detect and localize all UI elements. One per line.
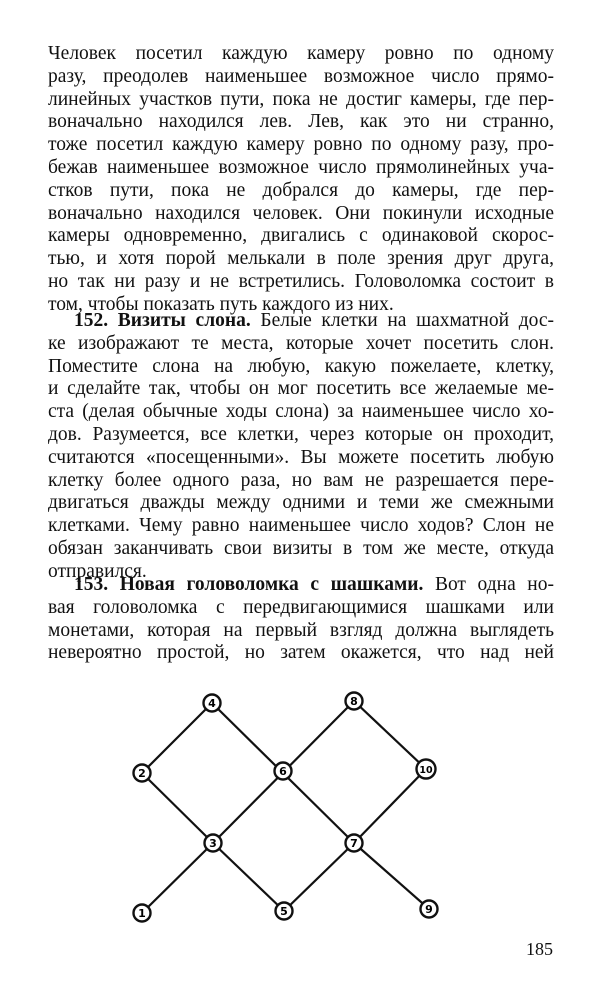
text-line: воначально находился человек. Они покинули исходные bbox=[48, 202, 554, 224]
node-label: 9 bbox=[425, 903, 433, 916]
text-line: клетками. Чему равно наименьшее число ходов? Слон не bbox=[48, 515, 554, 537]
diagram-node-10 bbox=[417, 760, 436, 779]
node-label: 8 bbox=[350, 695, 358, 708]
text-line: невероятно простой, но затем окажется, что над ней bbox=[48, 642, 554, 664]
diagram-node-5 bbox=[276, 903, 293, 920]
puzzle-153-heading: 153. Новая головоломка с шашками. bbox=[74, 574, 424, 595]
text-line: но так ни разу и не встретились. Головоломка состоит в bbox=[48, 270, 554, 292]
text-line-first bbox=[48, 574, 554, 597]
node-label: 7 bbox=[350, 837, 358, 850]
text-line: ке изображают те места, которые хочет посетить слон. bbox=[48, 332, 554, 354]
diagram-node-1 bbox=[134, 905, 151, 922]
node-label: 4 bbox=[208, 697, 216, 710]
edge-1-3 bbox=[142, 843, 213, 913]
text-line: ста (делая обычные ходы слона) за наименьшее число хо- bbox=[48, 401, 554, 423]
diagram-edges bbox=[142, 701, 429, 913]
text-line: камеры одновременно, двигались с одинаковой скорос- bbox=[48, 225, 554, 247]
text-line: вая головоломка с передвигающимися шашками или bbox=[48, 596, 554, 618]
diagram-node-7 bbox=[346, 835, 363, 852]
diagram-node-9 bbox=[421, 901, 438, 918]
text-line-first bbox=[48, 310, 554, 333]
text-line: Человек посетил каждую камеру ровно по одному bbox=[48, 43, 554, 64]
node-label: 6 bbox=[279, 765, 287, 778]
text-line: двигаться дважды между одними и теми же смежными bbox=[48, 492, 554, 514]
edge-5-7 bbox=[284, 843, 354, 911]
text-line: отправился. bbox=[48, 560, 147, 582]
text-line: считаются «посещенными». Вы можете посетить любую bbox=[48, 446, 554, 468]
text-line: Поместите слона на любую, какую пожелаете, клетку, bbox=[48, 355, 554, 377]
edge-2-3 bbox=[142, 773, 213, 843]
text-line: клетку более одного раза, но вам не разрешается пере- bbox=[48, 469, 554, 491]
diagram-node-8 bbox=[346, 693, 363, 710]
edge-7-9 bbox=[354, 843, 429, 909]
text-line: тоже посетил каждую камеру ровно по одному разу, про- bbox=[48, 134, 554, 156]
text-line: стков пути, пока не добрался до камеры, где пер- bbox=[48, 179, 554, 201]
diagram-node-2 bbox=[134, 765, 151, 782]
text-line: бежав наименьшее возможное число прямолинейных уча- bbox=[48, 156, 554, 178]
text-line: линейных участков пути, пока не достиг камеры, где пер- bbox=[48, 88, 554, 110]
paragraph-continuation bbox=[48, 43, 554, 317]
text-line: и сделайте так, чтобы он мог посетить все желаемые ме- bbox=[48, 378, 554, 400]
text-line: тью, и хотя порой мелькали в поле зрения друг друга, bbox=[48, 248, 554, 270]
node-label: 2 bbox=[138, 767, 146, 780]
puzzle-152-heading: 152. Визиты слона. bbox=[74, 310, 251, 331]
text-line: обязан заканчивать свои визиты в том же месте, откуда bbox=[48, 537, 554, 559]
text-line-rest: Белые клетки на шахматной дос- bbox=[260, 310, 554, 331]
edge-3-5 bbox=[213, 843, 284, 911]
text-line: монетами, которая на первый взгляд должна выглядеть bbox=[48, 619, 554, 641]
puzzle-152-paragraph bbox=[48, 310, 554, 584]
page-number: 185 bbox=[526, 939, 553, 959]
node-label: 3 bbox=[209, 837, 217, 850]
text-line-rest: Вот одна но- bbox=[434, 574, 554, 595]
diagram-node-6 bbox=[275, 763, 292, 780]
edge-2-4 bbox=[142, 703, 212, 773]
diagram-node-3 bbox=[205, 835, 222, 852]
diagram-node-4 bbox=[204, 695, 221, 712]
checkers-graph-diagram bbox=[120, 680, 450, 930]
puzzle-153-paragraph bbox=[48, 574, 554, 665]
edge-8-10 bbox=[354, 701, 426, 769]
text-line: воначально находился лев. Лев, как это ни странно, bbox=[48, 111, 554, 133]
text-line: разу, преодолев наименьшее возможное число прямо- bbox=[48, 65, 554, 87]
text-line: дов. Разумеется, все клетки, через которые он проходит, bbox=[48, 423, 554, 445]
text-line: том, чтобы показать путь каждого из них. bbox=[48, 293, 394, 315]
node-label: 1 bbox=[138, 907, 146, 920]
edge-10-7 bbox=[354, 769, 426, 843]
node-label: 5 bbox=[280, 905, 288, 918]
node-label: 10 bbox=[419, 765, 433, 776]
